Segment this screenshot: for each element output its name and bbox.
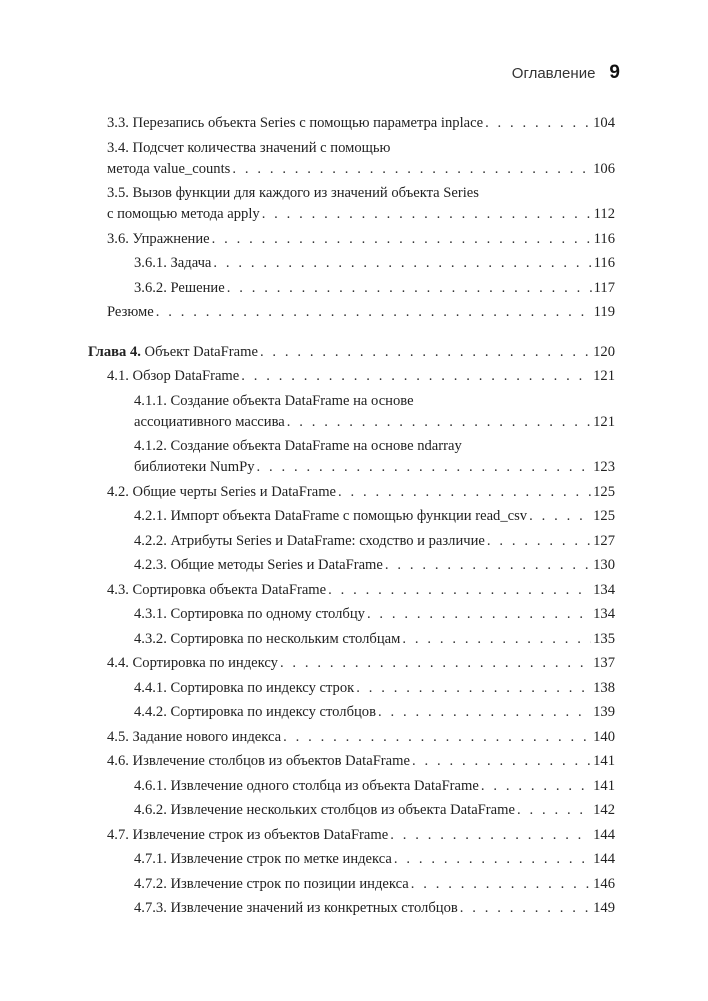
toc-page-number: 121 <box>593 368 615 384</box>
toc-entry-text: 4.3.1. Сортировка по одному столбцу <box>134 606 365 622</box>
toc-entry-text: 4.1.1. Создание объекта DataFrame на основе <box>134 392 414 409</box>
toc-entry-text: 4.6. Извлечение столбцов из объектов DataFrame <box>107 753 410 769</box>
toc-entry-line <box>134 555 615 576</box>
toc-page-number: 127 <box>593 532 615 549</box>
toc-entry-text: 4.2. Общие черты Series и DataFrame <box>107 483 337 500</box>
toc-page-number: 119 <box>593 304 615 320</box>
dot-leader <box>394 849 591 870</box>
toc-subsection-entry[interactable] <box>134 604 615 625</box>
toc-entry-text: ассоциативного массива <box>134 413 285 430</box>
toc-entry-title <box>134 678 354 699</box>
toc-entry-title <box>134 278 225 299</box>
toc-entry-text: 3.5. Вызов функции для каждого из значений объекта Series <box>107 185 479 201</box>
toc-subsection-entry[interactable] <box>134 506 615 527</box>
toc-entry-line <box>134 776 615 797</box>
toc-entry-line <box>107 159 615 180</box>
toc-entry-line <box>134 874 615 895</box>
dot-leader <box>212 229 592 250</box>
toc-entry-text: 4.5. Задание нового индекса <box>107 728 282 745</box>
toc-entry-title <box>107 751 410 772</box>
toc-entry-text: 4.6.1. Извлечение одного столбца из объекта DataFrame <box>134 777 479 794</box>
toc-page-number: 123 <box>593 459 615 475</box>
toc-entry-text: 4.7.1. Извлечение строк по метке индекса <box>134 851 392 867</box>
dot-leader <box>481 776 591 797</box>
toc-entry-line <box>134 457 615 478</box>
toc-page-number: 134 <box>593 581 615 598</box>
toc-entry-text: Объект DataFrame <box>140 343 258 360</box>
toc-entry-line <box>107 183 615 204</box>
dot-leader <box>487 531 591 552</box>
toc-entry-title <box>107 302 154 323</box>
toc-subsection-entry[interactable] <box>134 800 615 821</box>
dot-leader <box>213 253 591 274</box>
toc-section-entry[interactable] <box>107 138 615 180</box>
toc-entry-line <box>107 113 615 134</box>
dot-leader <box>402 629 591 650</box>
dot-leader <box>232 159 591 180</box>
toc-entry-line <box>107 482 615 503</box>
toc-subsection-entry[interactable] <box>134 874 615 895</box>
toc-page-number: 116 <box>593 230 615 247</box>
toc-entry-title <box>107 140 390 156</box>
toc-entry-text: 4.4. Сортировка по индексу <box>107 655 278 671</box>
toc-entry-text: 4.3. Сортировка объекта DataFrame <box>107 581 327 598</box>
toc-page-number: 112 <box>593 206 615 222</box>
toc-entry-text: с помощью метода apply <box>107 206 260 222</box>
toc-entry-line <box>107 366 615 387</box>
dot-leader <box>411 874 591 895</box>
chapter-label: Глава 4. <box>88 343 141 360</box>
toc-entry-title <box>107 653 278 674</box>
toc-entry-text: 3.6.1. Задача <box>134 255 212 271</box>
toc-entry-title <box>107 159 230 180</box>
toc-entry-title <box>88 342 258 363</box>
toc-page-number: 125 <box>593 483 615 500</box>
toc-page-number: 120 <box>593 343 615 360</box>
toc-subsection-entry[interactable] <box>134 278 615 299</box>
toc-entry-title <box>134 604 365 625</box>
dot-leader <box>367 604 591 625</box>
toc-section-entry[interactable] <box>107 482 615 503</box>
toc-page-number: 141 <box>593 777 615 794</box>
toc-entry-text: 4.6.2. Извлечение нескольких столбцов из объекта DataFrame <box>134 802 515 818</box>
toc-page-number: 141 <box>593 753 615 769</box>
toc-entry-line <box>134 678 615 699</box>
toc-entry-text: 4.4.2. Сортировка по индексу столбцов <box>134 704 376 720</box>
toc-entry-line <box>107 653 615 674</box>
toc-entry-title <box>134 898 458 919</box>
dot-leader <box>257 457 592 478</box>
page-header <box>512 62 620 84</box>
toc-entry-line <box>134 702 615 723</box>
toc-entry-line <box>134 253 615 274</box>
dot-leader <box>283 727 591 748</box>
dot-leader <box>338 482 591 503</box>
dot-leader <box>385 555 591 576</box>
toc-section-entry[interactable] <box>107 751 615 772</box>
toc-entry-line <box>134 506 615 527</box>
toc-subsection-entry[interactable] <box>134 253 615 274</box>
toc-section-entry[interactable] <box>107 113 615 134</box>
toc-page-number: 135 <box>593 630 615 647</box>
toc-entry-text: метода value_counts <box>107 160 231 177</box>
toc-section-entry[interactable] <box>107 580 615 601</box>
toc-entry-text: 4.2.3. Общие методы Series и DataFrame <box>134 557 383 573</box>
toc-page-number: 104 <box>593 115 615 131</box>
toc-subsection-entry[interactable] <box>134 555 615 576</box>
dot-leader <box>260 342 591 363</box>
running-title: Оглавление <box>511 65 596 82</box>
dot-leader <box>517 800 591 821</box>
toc-page-number: 106 <box>593 160 615 177</box>
toc-entry-text: 3.3. Перезапись объекта Series с помощью параметра inplace <box>107 115 484 131</box>
toc-entry-title <box>107 204 260 225</box>
toc-entry-title <box>134 800 515 821</box>
toc-section-entry[interactable] <box>107 229 615 250</box>
dot-leader <box>390 825 591 846</box>
toc-entry-text: 3.6. Упражнение <box>107 230 210 247</box>
toc-entry-title <box>134 531 485 552</box>
page-number: 9 <box>609 62 620 83</box>
toc-entry-title <box>134 849 392 870</box>
toc-entry-line <box>134 849 615 870</box>
toc-subsection-entry[interactable] <box>134 776 615 797</box>
dot-leader <box>227 278 592 299</box>
toc-entry-text: 4.1.2. Создание объекта DataFrame на основе ndarray <box>134 438 462 454</box>
toc-entry-text: 4.7. Извлечение строк из объектов DataFrame <box>107 826 389 843</box>
toc-entry-title <box>107 229 210 250</box>
toc-entry-text: 4.3.2. Сортировка по нескольким столбцам <box>134 630 401 647</box>
toc-entry-title <box>134 506 527 527</box>
toc-entry-line <box>107 138 615 159</box>
toc-entry-title <box>107 366 239 387</box>
toc-page-number: 130 <box>593 557 615 573</box>
toc-entry-text: Резюме <box>107 304 154 320</box>
toc-subsection-entry[interactable] <box>134 531 615 552</box>
dot-leader <box>529 506 591 527</box>
dot-leader <box>262 204 592 225</box>
toc-page-number: 140 <box>593 728 615 745</box>
toc-entry-line <box>134 391 615 412</box>
toc-subsection-entry[interactable] <box>134 436 615 478</box>
toc-entry-text: библиотеки NumPy <box>134 459 255 475</box>
chapter-spacer <box>0 327 708 342</box>
toc-entry-title <box>107 185 479 201</box>
toc-entry-title <box>134 874 409 895</box>
toc-entry-title <box>107 113 483 134</box>
toc-section-entry[interactable] <box>107 825 615 846</box>
toc-entry-title <box>134 412 285 433</box>
toc-entry-line <box>107 229 615 250</box>
toc-entry-title <box>107 482 336 503</box>
toc-chapter-entry[interactable] <box>88 342 615 363</box>
toc-entry-title <box>134 253 211 274</box>
toc-subsection-entry[interactable] <box>134 849 615 870</box>
toc-entry-text: 4.2.1. Импорт объекта DataFrame с помощью функции read_csv <box>134 508 528 524</box>
toc-entry-title <box>134 702 376 723</box>
toc-page-number: 146 <box>593 875 615 892</box>
toc-entry-line <box>107 751 615 772</box>
toc-page-number: 121 <box>593 413 615 430</box>
toc-entry-line <box>107 727 615 748</box>
toc-entry-line <box>134 436 615 457</box>
toc-entry-text: 4.4.1. Сортировка по индексу строк <box>134 679 355 696</box>
toc-subsection-entry[interactable] <box>134 629 615 650</box>
toc-entry-text: 4.7.2. Извлечение строк по позиции индекса <box>134 875 409 892</box>
toc-page-number: 144 <box>593 851 615 867</box>
toc-entry-line <box>134 604 615 625</box>
dot-leader <box>156 302 592 323</box>
toc-entry-line <box>107 580 615 601</box>
toc-entry-title <box>134 629 400 650</box>
dot-leader <box>356 678 591 699</box>
dot-leader <box>287 412 591 433</box>
dot-leader <box>460 898 591 919</box>
table-of-contents <box>0 113 708 923</box>
toc-entry-line <box>134 278 615 299</box>
dot-leader <box>485 113 591 134</box>
toc-entry-text: 4.2.2. Атрибуты Series и DataFrame: сходство и различие <box>134 532 485 549</box>
toc-entry-title <box>107 727 281 748</box>
toc-entry-title <box>134 457 255 478</box>
toc-entry-title <box>134 555 383 576</box>
toc-subsection-entry[interactable] <box>134 678 615 699</box>
toc-page-number: 138 <box>593 679 615 696</box>
toc-page-number: 137 <box>593 655 615 671</box>
toc-page-number: 139 <box>593 704 615 720</box>
toc-entry-text: 3.6.2. Решение <box>134 279 225 296</box>
toc-entry-text: 3.4. Подсчет количества значений с помощью <box>107 139 391 156</box>
toc-entry-title <box>107 580 326 601</box>
dot-leader <box>328 580 591 601</box>
toc-subsection-entry[interactable] <box>134 391 615 433</box>
toc-section-entry[interactable] <box>107 183 615 225</box>
dot-leader <box>241 366 591 387</box>
toc-entry-title <box>134 393 414 409</box>
toc-entry-line <box>107 204 615 225</box>
toc-section-entry[interactable] <box>107 653 615 674</box>
toc-entry-text: 4.7.3. Извлечение значений из конкретных столбцов <box>134 900 458 916</box>
dot-leader <box>412 751 591 772</box>
toc-page-number: 142 <box>593 802 615 818</box>
toc-entry-line <box>134 898 615 919</box>
toc-section-entry[interactable] <box>107 302 615 323</box>
dot-leader <box>280 653 591 674</box>
toc-entry-line <box>134 800 615 821</box>
toc-section-entry[interactable] <box>107 727 615 748</box>
toc-entry-text: 4.1. Обзор DataFrame <box>107 368 240 384</box>
toc-page-number: 149 <box>593 900 615 916</box>
toc-page-number: 144 <box>593 826 615 843</box>
toc-page-number: 134 <box>593 606 615 622</box>
toc-entry-line <box>134 531 615 552</box>
toc-entry-title <box>107 825 388 846</box>
dot-leader <box>378 702 591 723</box>
toc-subsection-entry[interactable] <box>134 898 615 919</box>
toc-section-entry[interactable] <box>107 366 615 387</box>
toc-entry-line <box>107 825 615 846</box>
toc-entry-line <box>134 629 615 650</box>
toc-entry-title <box>134 438 462 454</box>
toc-entry-line <box>88 342 615 363</box>
toc-page-number: 117 <box>593 279 615 296</box>
toc-page-number: 116 <box>593 255 615 271</box>
toc-page-number: 125 <box>593 508 615 524</box>
toc-entry-line <box>107 302 615 323</box>
toc-entry-title <box>134 776 479 797</box>
toc-entry-line <box>134 412 615 433</box>
toc-subsection-entry[interactable] <box>134 702 615 723</box>
